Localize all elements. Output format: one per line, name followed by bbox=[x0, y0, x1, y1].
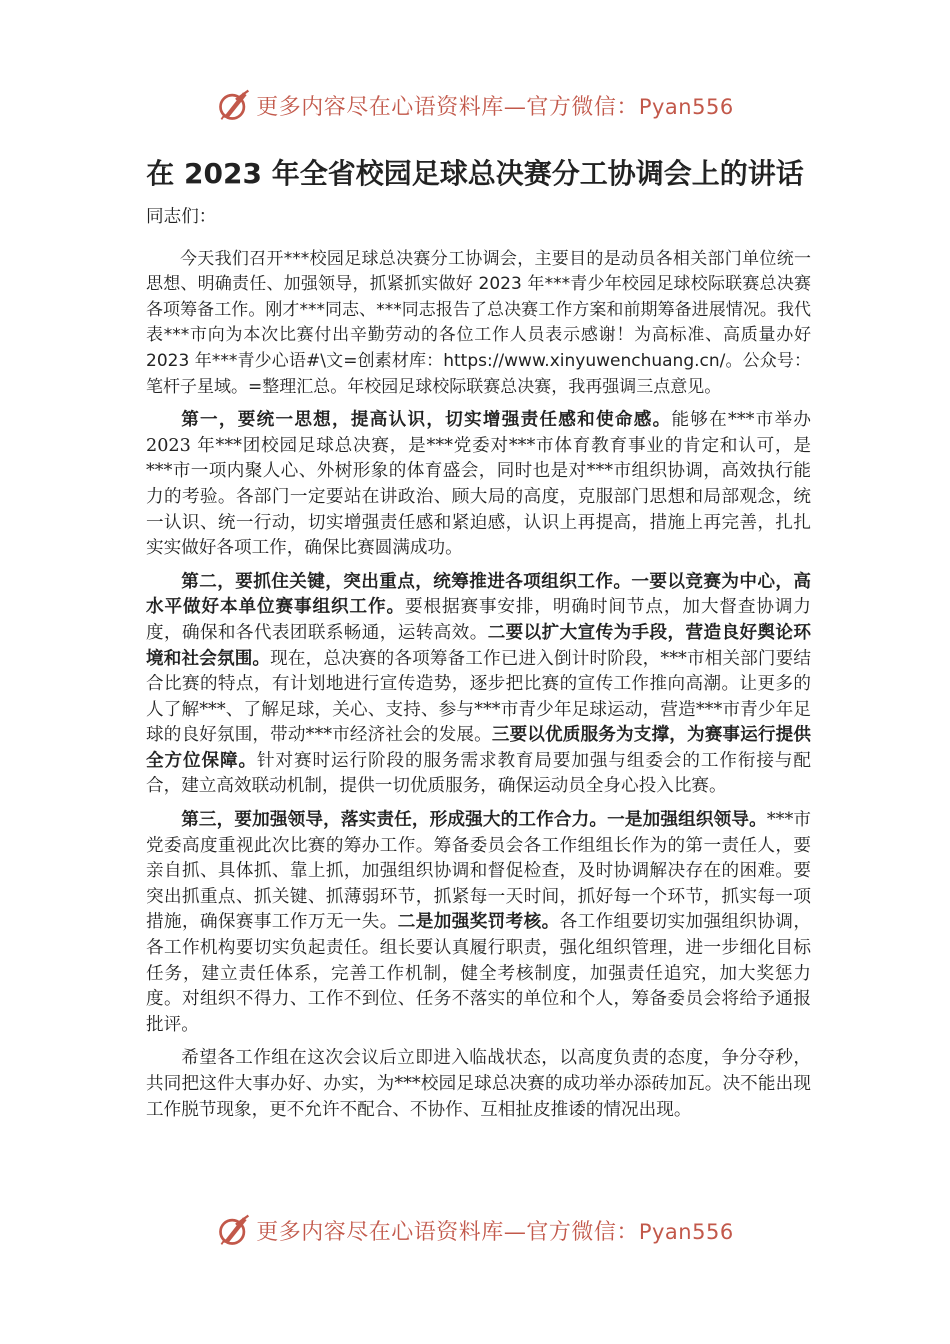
banner-dash: — bbox=[503, 94, 527, 120]
paragraph-closing: 希望各工作组在这次会议后立即进入临战状态，以高度负责的态度，争分夺秒，共同把这件大事办好、办实，为***校园足球总决赛的成功举办添砖加瓦。决不能出现工作脱节现象，更不允许不配合、不协作、互相扯皮推诿的情况出现。 bbox=[146, 1048, 811, 1120]
point-two-subheading-2: 二要以扩大宣传为手段，营造良好舆论环境和社会氛围。 bbox=[146, 622, 811, 669]
footer-banner-wechat-label: 官方微信： bbox=[526, 1219, 639, 1245]
point-three-text-2: 各工作组要切实加强组织协调，各工作机构要切实负起责任。组长要认真履行职责，强化组织管理，进一步细化目标任务，建立责任体系，完善工作机制，健全考核制度，加强责任追究，加大奖惩力度。对组织不得力、工作不到位、任务不落实的单位和个人，筹备委员会将给予通报批评。 bbox=[146, 912, 811, 1035]
point-one-heading: 第一，要统一思想，提高认识，切实增强责任感和使命感。 bbox=[181, 410, 672, 431]
point-two-text-1: 要根据赛事安排，明确时间节点，加大督查协调力度，确保和各代表团联系畅通，运转高效。 bbox=[146, 597, 811, 643]
salutation: 同志们： bbox=[146, 207, 217, 227]
banner-main-text: 更多内容尽在心语资料库 bbox=[256, 94, 504, 120]
point-three-subheading-2: 二是加强奖罚考核。 bbox=[397, 912, 560, 933]
paragraph-point-one bbox=[146, 408, 811, 562]
point-two-heading: 第二，要抓住关键，突出重点，统筹推进各项组织工作。一要以竞赛为中心，高水平做好本单位赛事组织工作。 bbox=[146, 571, 811, 618]
footer-banner-wechat-id: Pyan556 bbox=[638, 1219, 734, 1244]
document-title: 在 2023 年全省校园足球总决赛分工协调会上的讲话 bbox=[146, 157, 804, 190]
paragraph-point-two bbox=[146, 570, 811, 800]
point-two-text-3: 针对赛时运行阶段的服务需求教育局要加强与组委会的工作衔接与配合，建立高效联动机制，提供一切优质服务，确保运动员全身心投入比赛。 bbox=[146, 750, 811, 797]
point-three-text-1: ***市党委高度重视此次比赛的筹办工作。筹备委员会各工作组组长作为的第一责任人，要亲自抓、具体抓、靠上抓，加强组织协调和督促检查，及时协调解决存在的困难。要突出抓重点、抓关键、抓薄弱环节，抓紧每一天时间，抓好每一个环节，抓实每一项措施，确保赛事工作万无一失。 bbox=[146, 810, 811, 933]
point-two-text-2: 现在，总决赛的各项筹备工作已进入倒计时阶段，***市相关部门要结合比赛的特点，有计划地进行宣传造势，逐步把比赛的宣传工作推向高潮。让更多的人了解***、了解足球，关心、支持、参与***市青少年足球运动，营造***市青少年足球的良好氛围，带动***市经济社会的发展。 bbox=[146, 648, 811, 746]
footer-banner-text bbox=[256, 1215, 733, 1246]
banner-text bbox=[256, 90, 733, 121]
point-one-text: 能够在***市举办 2023 年***团校园足球总决赛，是***党委对***市体育教育事业的肯定和认可，是***市一项内聚人心、外树形象的体育盛会，同时也是对***市组织协调，高效执行能力的考验。各部门一定要站在讲政治、顾大局的高度，克服部门思想和局部观念，统一认识、统一行动，切实增强责任感和紧迫感，认识上再提高，措施上再完善，扎扎实实做好各项工作，确保比赛圆满成功。 bbox=[146, 410, 811, 559]
banner-wechat-id: Pyan556 bbox=[638, 94, 734, 119]
point-two-subheading-3: 三要以优质服务为支撑，为赛事运行提供全方位保障。 bbox=[146, 725, 811, 771]
footer-banner bbox=[0, 1208, 950, 1252]
footer-banner-main-text: 更多内容尽在心语资料库 bbox=[256, 1219, 504, 1245]
paragraph-point-three bbox=[146, 808, 811, 1038]
header-banner bbox=[0, 83, 950, 127]
document-body bbox=[146, 205, 811, 1131]
point-three-heading: 第三，要加强领导，落实责任，形成强大的工作合力。一是加强组织领导。 bbox=[181, 810, 767, 831]
footer-banner-dash: — bbox=[503, 1219, 527, 1245]
quill-pen-logo-icon bbox=[216, 1212, 252, 1248]
banner-wechat-label: 官方微信： bbox=[526, 94, 639, 120]
quill-pen-logo-icon bbox=[216, 87, 252, 123]
paragraph-intro: 今天我们召开***校园足球总决赛分工协调会，主要目的是动员各相关部门单位统一思想、明确责任、加强领导，抓紧抓实做好 2023 年***青少年校园足球校际联赛总决赛各项筹备工作。刚才***同志、***同志报告了总决赛工作方案和前期筹备进展情况。我代表***市向为本次比赛付出辛勤劳动的各位工作人员表示感谢！为高标准、高质量办好 2023 年***青少心语#\文=创素材库：https://www.xinyuwenchuang.cn/。公众号：笔杆子星域。=整理汇总。年校园足球校际联赛总决赛，我再强调三点意见。 bbox=[146, 248, 811, 397]
